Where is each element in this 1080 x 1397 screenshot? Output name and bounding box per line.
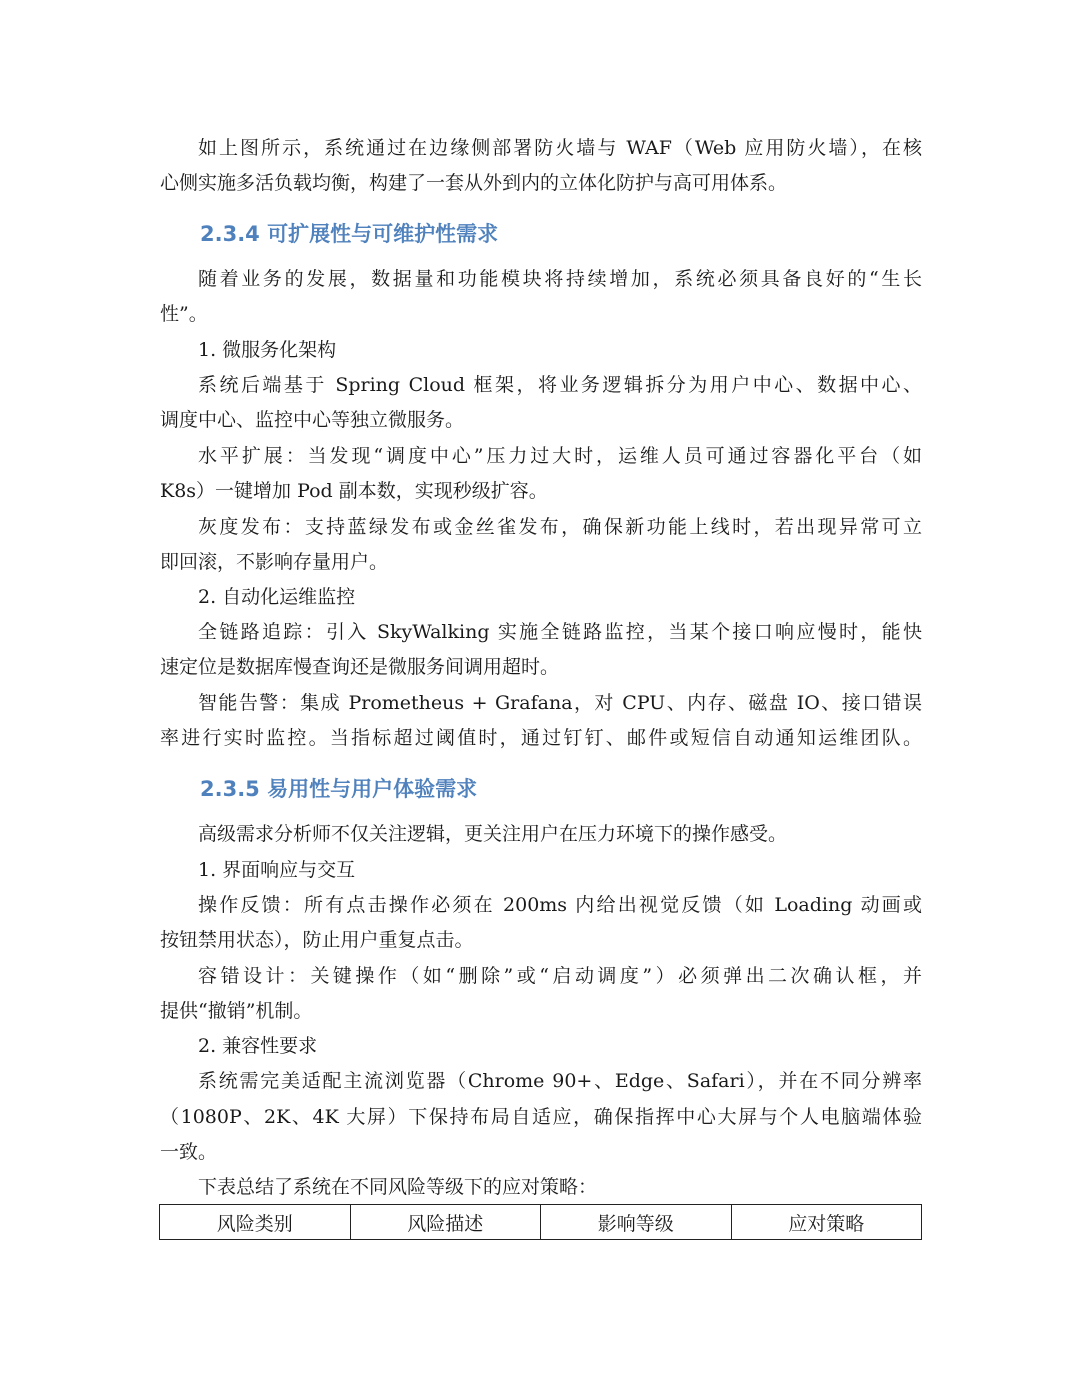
- gray-release-line-2: 即回滚，不影响存量用户。: [160, 551, 389, 573]
- feedback-line-2: 按钮禁用状态），防止用户重复点击。: [160, 929, 474, 951]
- risk-strategy-table: [159, 1204, 922, 1240]
- intro-line-2: 心侧实施多活负载均衡，构建了一套从外到内的立体化防护与高可用体系。: [160, 172, 788, 194]
- feedback-line-1: 操作反馈：所有点击操作必须在 200ms 内给出视觉反馈（如 Loading 动画或: [198, 894, 922, 916]
- fault-tolerance-line-1: 容错设计：关键操作（如“删除”或“启动调度”）必须弹出二次确认框，并: [198, 965, 922, 987]
- list-item-title: 2. 兼容性要求: [198, 1035, 318, 1057]
- microservice-line-2: 调度中心、监控中心等独立微服务。: [160, 409, 465, 431]
- tracing-line-2: 速定位是数据库慢查询还是微服务间调用超时。: [160, 656, 560, 678]
- s235-para: 高级需求分析师不仅关注逻辑，更关注用户在压力环境下的操作感受。: [198, 823, 788, 845]
- alerting-line-1: 智能告警：集成 Prometheus + Grafana，对 CPU、内存、磁盘 IO、接口错误: [198, 692, 922, 714]
- list-item-title: 2. 自动化运维监控: [198, 586, 356, 608]
- tracing-line-1: 全链路追踪：引入 SkyWalking 实施全链路监控，当某个接口响应慢时，能快: [198, 621, 922, 643]
- compat-line-2: （1080P、2K、4K 大屏）下保持布局自适应，确保指挥中心大屏与个人电脑端体验: [160, 1106, 922, 1128]
- s234-para-line-2: 性”。: [160, 303, 208, 325]
- table-intro: 下表总结了系统在不同风险等级下的应对策略：: [198, 1176, 598, 1198]
- alerting-line-2: 率进行实时监控。当指标超过阈值时，通过钉钉、邮件或短信自动通知运维团队。: [160, 727, 922, 749]
- list-item-title: 1. 微服务化架构: [198, 339, 337, 361]
- microservice-line-1: 系统后端基于 Spring Cloud 框架，将业务逻辑拆分为用户中心、数据中心、: [198, 374, 922, 396]
- fault-tolerance-line-2: 提供“撤销”机制。: [160, 1000, 313, 1022]
- list-item-title: 1. 界面响应与交互: [198, 859, 356, 881]
- compat-line-1: 系统需完美适配主流浏览器（Chrome 90+、Edge、Safari），并在不同分辨率: [198, 1070, 922, 1092]
- header-risk-description: 风险描述: [350, 1205, 541, 1240]
- horizontal-scale-line-2: K8s）一键增加 Pod 副本数，实现秒级扩容。: [160, 480, 548, 502]
- header-impact-level: 影响等级: [541, 1205, 732, 1240]
- gray-release-line-1: 灰度发布：支持蓝绿发布或金丝雀发布，确保新功能上线时，若出现异常可立: [198, 516, 922, 538]
- intro-line-1: 如上图所示，系统通过在边缘侧部署防火墙与 WAF（Web 应用防火墙），在核: [198, 137, 922, 159]
- horizontal-scale-line-1: 水平扩展：当发现“调度中心”压力过大时，运维人员可通过容器化平台（如: [198, 445, 922, 467]
- section-heading-2-3-5: 2.3.5 易用性与用户体验需求: [200, 777, 478, 801]
- table-header-row: [160, 1205, 922, 1240]
- header-risk-category: 风险类别: [160, 1205, 351, 1240]
- header-response-strategy: 应对策略: [731, 1205, 922, 1240]
- section-heading-2-3-4: 2.3.4 可扩展性与可维护性需求: [200, 222, 499, 246]
- s234-para-line-1: 随着业务的发展，数据量和功能模块将持续增加，系统必须具备良好的“生长: [198, 268, 922, 290]
- compat-line-3: 一致。: [160, 1141, 218, 1163]
